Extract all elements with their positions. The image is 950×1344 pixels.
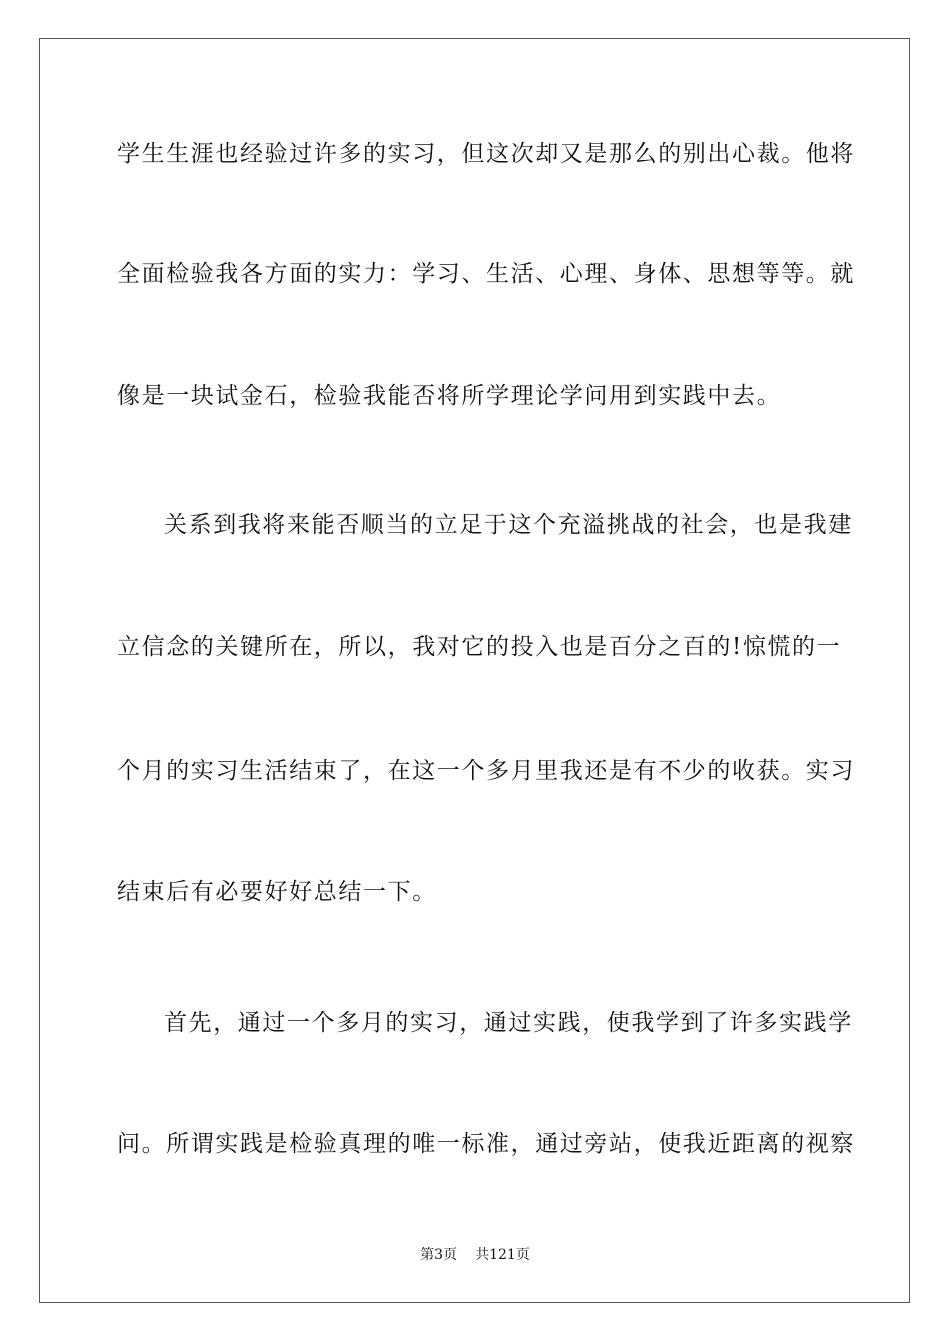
text-line-6: 个月的实习生活结束了，在这一个多月里我还是有不少的收获。实习 (117, 758, 855, 784)
page-number: 第3页 (420, 1247, 458, 1263)
text-line-1: 学生生涯也经验过许多的实习，但这次却又是那么的别出心裁。他将 (117, 141, 855, 167)
text-line-9: 问。所谓实践是检验真理的唯一标准，通过旁站，使我近距离的视察 (117, 1131, 855, 1157)
text-line-2: 全面检验我各方面的实力：学习、生活、心理、身体、思想等等。就 (117, 261, 855, 287)
page-total: 共121页 (475, 1247, 530, 1263)
text-line-7: 结束后有必要好好总结一下。 (117, 879, 437, 905)
page-border (39, 38, 910, 1303)
text-line-4: 关系到我将来能否顺当的立足于这个充溢挑战的社会，也是我建 (164, 512, 853, 538)
text-line-3: 像是一块试金石，检验我能否将所学理论学问用到实践中去。 (117, 383, 782, 409)
text-line-5: 立信念的关键所在，所以，我对它的投入也是百分之百的!惊慌的一 (117, 634, 842, 660)
text-line-8: 首先，通过一个多月的实习，通过实践，使我学到了许多实践学 (164, 1010, 853, 1036)
page-footer (0, 1245, 950, 1265)
